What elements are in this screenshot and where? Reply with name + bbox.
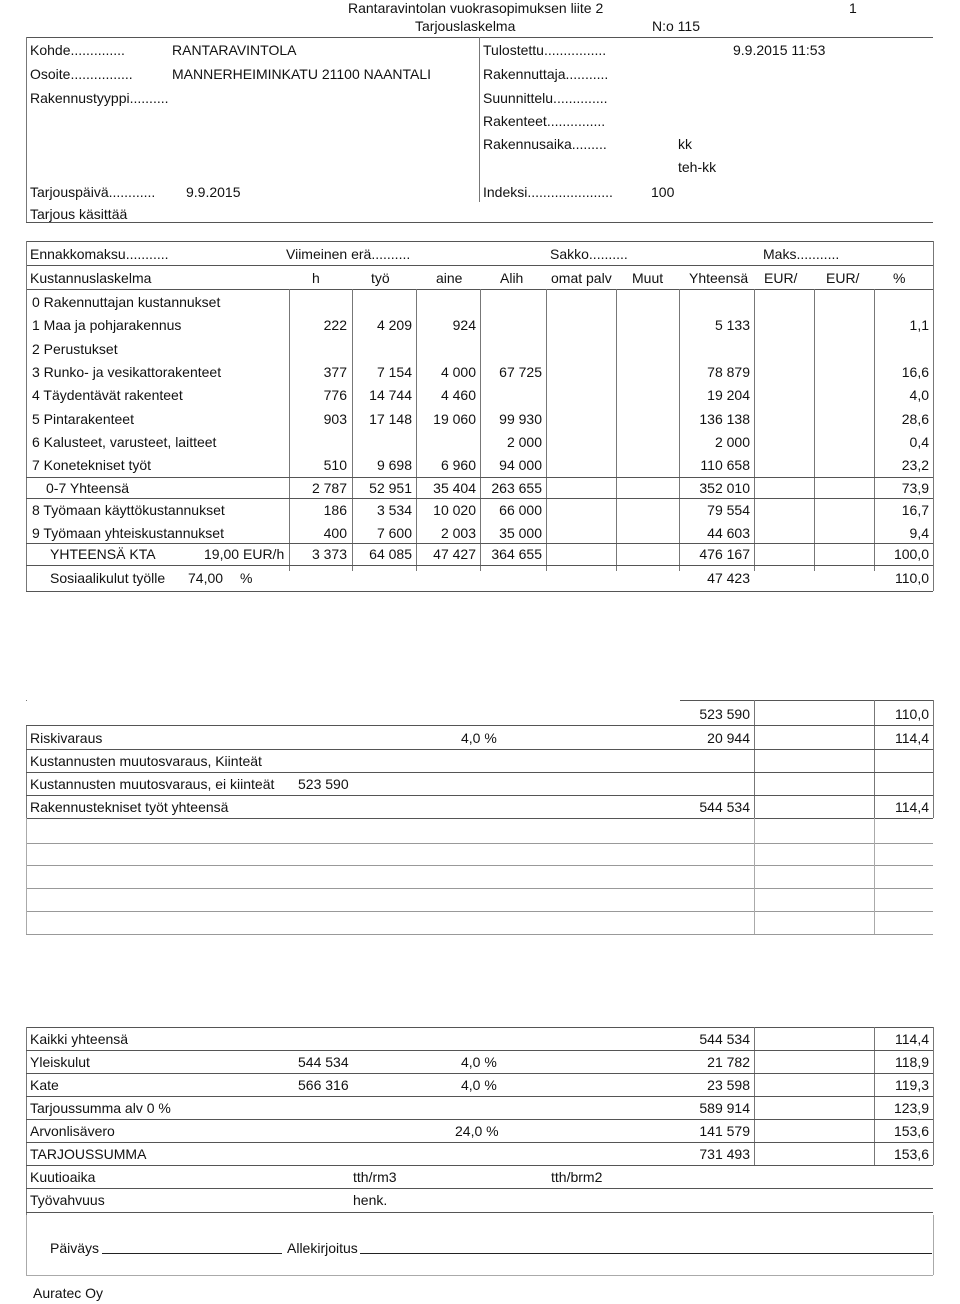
cell-pct: 73,9 — [901, 480, 929, 496]
allekirjoitus-line — [360, 1253, 932, 1254]
cell-yhteensa: 79 554 — [707, 502, 750, 518]
grid-line — [754, 818, 755, 934]
grid-line — [26, 1027, 27, 1215]
maks-label: Maks........... — [763, 246, 840, 262]
cell-h: 903 — [323, 411, 347, 427]
col-header-pct: % — [893, 270, 906, 286]
riskivaraus-yhteensa: 20 944 — [707, 730, 750, 746]
cell-alih: 66 000 — [499, 502, 542, 518]
rakennustekniset-pct: 114,4 — [895, 799, 929, 815]
kate-value: 23 598 — [707, 1077, 750, 1093]
yleiskulut-rate: 4,0 % — [461, 1054, 497, 1070]
cell-yhteensa: 352 010 — [699, 480, 750, 496]
col-header-eur2: EUR/ — [826, 270, 860, 286]
cell-h: 377 — [323, 364, 347, 380]
frame-line — [26, 241, 933, 242]
kohde-value: RANTARAVINTOLA — [172, 42, 297, 58]
cell-tyo: 4 209 — [376, 317, 412, 333]
doc-subtitle: Rantaravintolan vuokrasopimuksen liite 2 — [348, 0, 604, 16]
rakennustyyppi-label: Rakennustyyppi.......... — [30, 90, 169, 106]
cell-pct: 100,0 — [893, 546, 929, 562]
cell-h: 186 — [323, 502, 347, 518]
grid-line — [754, 700, 755, 818]
rakennustekniset-yhteensa: 544 534 — [699, 799, 750, 815]
yleiskulut-label: Yleiskulut — [30, 1054, 90, 1070]
sakko-label: Sakko.......... — [550, 246, 628, 262]
osoite-value: MANNERHEIMINKATU 21100 NAANTALI — [172, 66, 432, 82]
rakennuttaja-label: Rakennuttaja........... — [483, 66, 609, 82]
yleiskulut-pct: 118,9 — [895, 1054, 929, 1070]
cell-h: 3 373 — [311, 546, 347, 562]
row-label: 1 Maa ja pohjarakennus — [32, 317, 182, 333]
frame-line — [26, 772, 933, 773]
cell-aine: 2 003 — [440, 525, 476, 541]
page-number: 1 — [849, 0, 857, 16]
total-label: YHTEENSÄ KTA — [50, 546, 156, 562]
tarjouspaiva-value: 9.9.2015 — [186, 184, 241, 200]
frame-line — [26, 37, 27, 222]
grid-line — [26, 241, 27, 591]
kuutioaika-unit2: tth/brm2 — [551, 1169, 603, 1185]
sosiaali-label: Sosiaalikulut työlle — [50, 570, 166, 586]
cell-pct: 16,6 — [901, 364, 929, 380]
arvonlisavero-label: Arvonlisävero — [30, 1123, 115, 1139]
total-line — [26, 565, 933, 566]
company-name: Auratec Oy — [33, 1285, 104, 1301]
rakennustekniset-label: Rakennustekniset työt yhteensä — [30, 799, 229, 815]
muutosvaraus-ei-kiinteat-label: Kustannusten muutosvaraus, ei kiinteät — [30, 776, 275, 792]
cell-aine: 47 427 — [433, 546, 476, 562]
row-label: 8 Työmaan käyttökustannukset — [32, 502, 225, 518]
frame-line — [26, 749, 933, 750]
tarjoussumma-alv0-value: 589 914 — [699, 1100, 750, 1116]
teh-kk-label: teh-kk — [678, 159, 717, 175]
row-label: 4 Täydentävät rakenteet — [32, 387, 183, 403]
muutosvaraus-ei-kiinteat-value: 523 590 — [298, 776, 349, 792]
cell-yhteensa: 5 133 — [714, 317, 750, 333]
grid-line — [26, 818, 27, 934]
cell-aine: 35 404 — [433, 480, 476, 496]
kate-label: Kate — [30, 1077, 59, 1093]
grid-line — [754, 289, 755, 571]
frame-line — [933, 1215, 934, 1275]
cell-pct: 9,4 — [909, 525, 929, 541]
grid-line — [814, 289, 815, 571]
tarjoussumma-label: TARJOUSSUMMA — [30, 1146, 147, 1162]
subtotal-yhteensa: 523 590 — [699, 706, 750, 722]
frame-line — [26, 1027, 933, 1028]
col-header-kustannuslaskelma: Kustannuslaskelma — [30, 270, 152, 286]
kate-pct: 119,3 — [895, 1077, 929, 1093]
riskivaraus-pct: 114,4 — [895, 730, 929, 746]
kohde-label: Kohde.............. — [30, 42, 125, 58]
frame-line — [26, 1165, 933, 1166]
cell-pct: 110,0 — [895, 570, 929, 586]
tarjoussumma-value: 731 493 — [699, 1146, 750, 1162]
cell-yhteensa: 47 423 — [707, 570, 750, 586]
tarjoussumma-alv0-pct: 123,9 — [893, 1100, 929, 1116]
kate-rate: 4,0 % — [461, 1077, 497, 1093]
cell-h: 2 787 — [311, 480, 347, 496]
cell-alih: 2 000 — [506, 434, 542, 450]
indeksi-value: 100 — [651, 184, 675, 200]
kuutioaika-label: Kuutioaika — [30, 1169, 96, 1185]
cell-tyo: 64 085 — [369, 546, 412, 562]
empty-line — [26, 843, 933, 844]
cell-tyo: 7 154 — [376, 364, 412, 380]
riskivaraus-rate: 4,0 % — [461, 730, 497, 746]
frame-line — [26, 1275, 933, 1276]
cell-alih: 35 000 — [499, 525, 542, 541]
tulostettu-label: Tulostettu................ — [483, 42, 607, 58]
col-header-muut: Muut — [632, 270, 664, 286]
frame-line — [26, 818, 933, 819]
row-label: 3 Runko- ja vesikattorakenteet — [32, 364, 222, 380]
cell-aine: 4 460 — [440, 387, 476, 403]
kaikki-yhteensa-label: Kaikki yhteensä — [30, 1031, 129, 1047]
cell-alih: 94 000 — [499, 457, 542, 473]
cell-h: 222 — [323, 317, 347, 333]
frame-line — [26, 591, 933, 592]
cell-pct: 16,7 — [901, 502, 929, 518]
grid-line — [933, 241, 934, 591]
cell-pct: 1,1 — [909, 317, 929, 333]
cell-pct: 4,0 — [909, 387, 929, 403]
cell-tyo: 9 698 — [376, 457, 412, 473]
arvonlisavero-pct: 153,6 — [893, 1123, 929, 1139]
cell-h: 510 — [323, 457, 347, 473]
suunnittelu-label: Suunnittelu.............. — [483, 90, 608, 106]
yleiskulut-base: 544 534 — [298, 1054, 349, 1070]
cell-yhteensa: 476 167 — [699, 546, 750, 562]
row-label: 7 Konetekniset työt — [32, 457, 152, 473]
paivays-label: Päiväys — [50, 1240, 100, 1256]
cell-h: 776 — [323, 387, 347, 403]
total-line — [26, 543, 933, 544]
frame-line — [26, 222, 933, 223]
row-label: 6 Kalusteet, varusteet, laitteet — [32, 434, 217, 450]
kaikki-yhteensa-value: 544 534 — [699, 1031, 750, 1047]
viimeinen-era-label: Viimeinen erä.......... — [286, 246, 411, 262]
empty-line — [26, 865, 933, 866]
cell-yhteensa: 2 000 — [714, 434, 750, 450]
row-label: 0 Rakennuttajan kustannukset — [32, 294, 221, 310]
cell-alih: 263 655 — [491, 480, 542, 496]
empty-line — [26, 911, 933, 912]
kaikki-yhteensa-pct: 114,4 — [895, 1031, 929, 1047]
cell-tyo: 52 951 — [369, 480, 412, 496]
row-label: 0-7 Yhteensä — [46, 480, 130, 496]
cell-pct: 23,2 — [901, 457, 929, 473]
grid-line — [616, 289, 617, 571]
osoite-label: Osoite................ — [30, 66, 133, 82]
cell-alih: 99 930 — [499, 411, 542, 427]
col-header-alih: Alih — [500, 270, 524, 286]
cell-yhteensa: 136 138 — [699, 411, 750, 427]
empty-line — [26, 888, 933, 889]
paivays-line — [102, 1253, 282, 1254]
frame-line — [26, 1073, 933, 1074]
subtotal-line — [26, 498, 933, 499]
rakenteet-label: Rakenteet............... — [483, 113, 606, 129]
frame-line — [26, 1142, 933, 1143]
allekirjoitus-label: Allekirjoitus — [287, 1240, 358, 1256]
cell-tyo: 7 600 — [376, 525, 412, 541]
frame-line — [26, 265, 933, 266]
kta-unit: EUR/h — [243, 546, 285, 562]
muutosvaraus-kiinteat-label: Kustannusten muutosvaraus, Kiinteät — [30, 753, 262, 769]
col-header-eur1: EUR/ — [764, 270, 798, 286]
cell-pct: 0,4 — [909, 434, 929, 450]
grid-line — [546, 289, 547, 571]
arvonlisavero-value: 141 579 — [699, 1123, 750, 1139]
row-label: 2 Perustukset — [32, 341, 118, 357]
cell-alih: 67 725 — [499, 364, 542, 380]
arvonlisavero-rate: 24,0 % — [455, 1123, 499, 1139]
cell-tyo: 17 148 — [369, 411, 412, 427]
grid-line — [933, 700, 934, 818]
cell-tyo: 14 744 — [369, 387, 412, 403]
cell-yhteensa: 19 204 — [707, 387, 750, 403]
cell-h: 400 — [323, 525, 347, 541]
subtotal-pct: 110,0 — [895, 706, 929, 722]
indeksi-label: Indeksi...................... — [483, 184, 613, 200]
row-label: 5 Pintarakenteet — [32, 411, 134, 427]
cell-yhteensa: 44 603 — [707, 525, 750, 541]
col-header-aine: aine — [436, 270, 463, 286]
col-header-tyo: työ — [371, 270, 390, 286]
frame-line — [26, 1050, 933, 1051]
doc-title: Tarjouslaskelma — [415, 18, 516, 34]
tarjoussumma-pct: 153,6 — [893, 1146, 929, 1162]
cell-yhteensa: 78 879 — [707, 364, 750, 380]
tyovahvuus-unit: henk. — [353, 1192, 388, 1208]
yleiskulut-value: 21 782 — [707, 1054, 750, 1070]
frame-line — [26, 1096, 933, 1097]
frame-line — [26, 1188, 933, 1189]
sosiaali-unit: % — [240, 570, 253, 586]
col-header-h: h — [312, 270, 320, 286]
frame-line — [26, 795, 933, 796]
sosiaali-value: 74,00 — [188, 570, 224, 586]
cell-aine: 10 020 — [433, 502, 476, 518]
cell-yhteensa: 110 658 — [700, 457, 750, 473]
grid-line — [874, 818, 875, 934]
frame-line — [26, 700, 27, 701]
doc-number: N:o 115 — [652, 18, 700, 34]
frame-line — [680, 700, 933, 701]
cell-alih: 364 655 — [491, 546, 542, 562]
rakennusaika-label: Rakennusaika......... — [483, 136, 607, 152]
frame-line — [26, 725, 933, 726]
col-header-omat-palv: omat palv — [551, 270, 612, 286]
frame-line — [26, 1215, 27, 1275]
tyovahvuus-label: Työvahvuus — [30, 1192, 105, 1208]
ennakkomaksu-label: Ennakkomaksu........... — [30, 246, 169, 262]
cell-tyo: 3 534 — [376, 502, 412, 518]
tulostettu-value: 9.9.2015 11:53 — [733, 42, 826, 58]
col-header-yhteensa: Yhteensä — [689, 270, 749, 286]
cell-pct: 28,6 — [901, 411, 929, 427]
cell-aine: 924 — [452, 317, 476, 333]
tarjouspaiva-label: Tarjouspäivä............ — [30, 184, 156, 200]
cell-aine: 19 060 — [433, 411, 476, 427]
frame-line — [26, 1212, 933, 1213]
frame-line — [26, 1119, 933, 1120]
tarjoussumma-alv0-label: Tarjoussumma alv 0 % — [30, 1100, 171, 1116]
cell-aine: 4 000 — [440, 364, 476, 380]
frame-line — [479, 37, 480, 202]
kk-label: kk — [678, 136, 692, 152]
empty-line — [26, 934, 933, 935]
kuutioaika-unit: tth/rm3 — [353, 1169, 397, 1185]
kta-value: 19,00 — [204, 546, 240, 562]
kate-base: 566 316 — [298, 1077, 349, 1093]
cell-aine: 6 960 — [440, 457, 476, 473]
riskivaraus-label: Riskivaraus — [30, 730, 103, 746]
subtotal-line — [26, 477, 933, 478]
tarjous-kasittaa-label: Tarjous käsittää — [30, 206, 128, 222]
grid-line — [933, 1027, 934, 1165]
row-label: 9 Työmaan yhteiskustannukset — [32, 525, 224, 541]
